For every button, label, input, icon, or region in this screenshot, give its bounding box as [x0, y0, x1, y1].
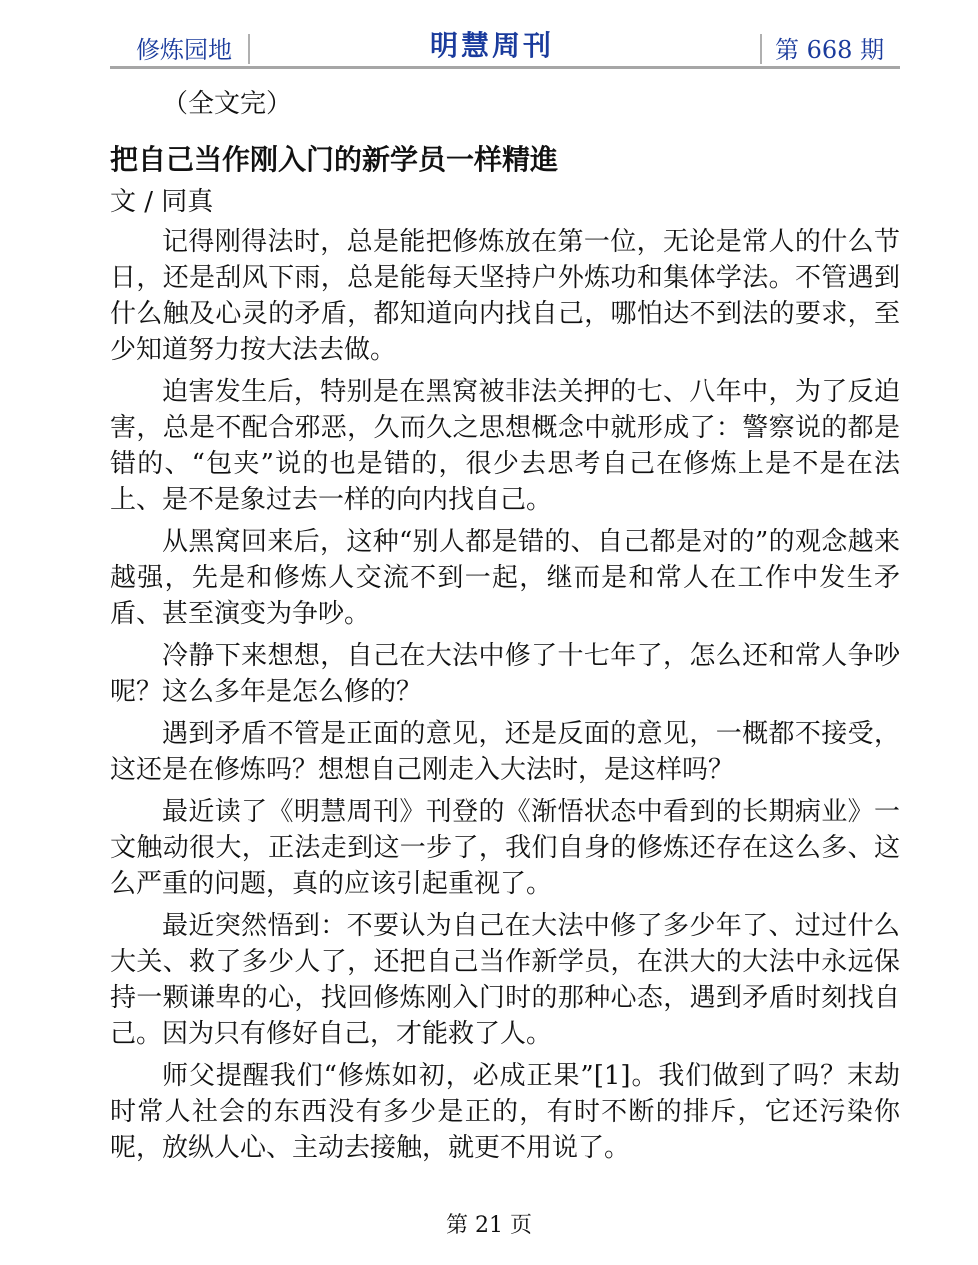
article-paragraph: 遇到矛盾不管是正面的意见，还是反面的意见，一概都不接受，这还是在修炼吗？想想自己刚走入大法时，是这样吗？ [110, 719, 900, 785]
header-divider-left [248, 34, 250, 64]
article-paragraph: 从黑窝回来后，这种“别人都是错的、自己都是对的”的观念越来越强，先是和修炼人交流不到一起，继而是和常人在工作中发生矛盾、甚至演变为争吵。 [110, 527, 900, 629]
header-rule [110, 66, 900, 69]
page-number: 第 21 页 [446, 1213, 532, 1238]
previous-article-end-note: （全文完） [162, 89, 293, 119]
article-paragraph: 迫害发生后，特别是在黑窝被非法关押的七、八年中，为了反迫害，总是不配合邪恶，久而久之思想概念中就形成了：警察说的都是错的、“包夹”说的也是错的，很少去思考自己在修炼上是不是在法上、是不是象过去一样的向内找自己。 [110, 377, 900, 515]
article-byline: 文 / 同真 [110, 187, 214, 217]
page-content [110, 86, 900, 1172]
article-paragraph: 师父提醒我们“修炼如初，必成正果”[1]。我们做到了吗？末劫时常人社会的东西没有多少是正的，有时不断的排斥，它还污染你呢，放纵人心、主动去接触，就更不用说了。 [110, 1061, 900, 1163]
article-paragraph: 记得刚得法时，总是能把修炼放在第一位，无论是常人的什么节日，还是刮风下雨，总是能每天坚持户外炼功和集体学法。不管遇到什么触及心灵的矛盾，都知道向内找自己，哪怕达不到法的要求，至少知道努力按大法去做。 [110, 227, 900, 365]
page-header [110, 24, 900, 68]
article-paragraph: 最近突然悟到：不要认为自己在大法中修了多少年了、过过什么大关、救了多少人了，还把自己当作新学员，在洪大的大法中永远保持一颗谦卑的心，找回修炼刚入门时的那种心态，遇到矛盾时刻找自己。因为只有修好自己，才能救了人。 [110, 911, 900, 1049]
article-paragraph: 最近读了《明慧周刊》刊登的《渐悟状态中看到的长期病业》一文触动很大，正法走到这一步了，我们自身的修炼还存在这么多、这么严重的问题，真的应该引起重视了。 [110, 797, 900, 899]
article-title: 把自己当作刚入门的新学员一样精進 [110, 143, 559, 176]
header-divider-right [760, 34, 762, 64]
article-paragraph: 冷静下来想想，自己在大法中修了十七年了，怎么还和常人争吵呢？这么多年是怎么修的？ [110, 641, 900, 707]
section-name: 修炼园地 [136, 36, 232, 64]
issue-number: 第 668 期 [775, 36, 885, 64]
publication-title: 明慧周刊 [430, 29, 555, 62]
